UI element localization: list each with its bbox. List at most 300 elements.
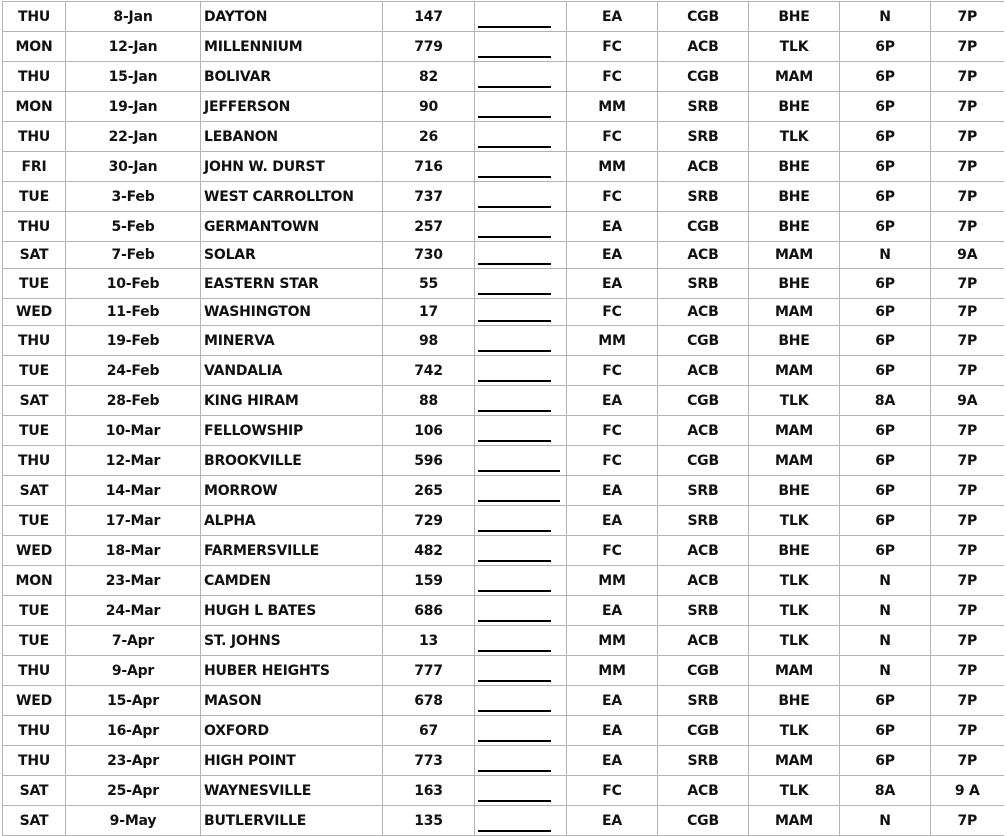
name-cell: FARMERSVILLE (201, 536, 383, 566)
code3-cell: MAM (749, 242, 840, 269)
name-cell: SOLAR (201, 242, 383, 269)
code1-cell: EA (567, 716, 658, 746)
name-cell: HUGH L BATES (201, 596, 383, 626)
time2-cell: 7P (931, 626, 1004, 656)
table-row (3, 212, 1004, 242)
code2-cell: ACB (658, 242, 749, 269)
time1-cell: N (840, 566, 931, 596)
code1-cell: MM (567, 92, 658, 122)
code3-cell: BHE (749, 2, 840, 32)
time2-cell: 7P (931, 269, 1004, 299)
blank-cell (475, 656, 567, 686)
day-cell: TUE (3, 269, 66, 299)
blank-cell (475, 746, 567, 776)
table-row (3, 776, 1004, 806)
code3-cell: BHE (749, 686, 840, 716)
time2-cell: 9A (931, 242, 1004, 269)
date-cell: 23-Mar (66, 566, 201, 596)
code3-cell: BHE (749, 269, 840, 299)
fill-in-blank-line (478, 236, 551, 238)
date-cell: 18-Mar (66, 536, 201, 566)
day-cell: THU (3, 122, 66, 152)
blank-cell (475, 92, 567, 122)
date-cell: 10-Feb (66, 269, 201, 299)
day-cell: THU (3, 212, 66, 242)
blank-cell (475, 62, 567, 92)
date-cell: 28-Feb (66, 386, 201, 416)
day-cell: SAT (3, 242, 66, 269)
blank-cell (475, 776, 567, 806)
fill-in-blank-line (478, 176, 551, 178)
code2-cell: SRB (658, 686, 749, 716)
fill-in-blank-line (478, 206, 551, 208)
time2-cell: 7P (931, 182, 1004, 212)
date-cell: 23-Apr (66, 746, 201, 776)
time1-cell: 6P (840, 269, 931, 299)
day-cell: WED (3, 536, 66, 566)
date-cell: 19-Jan (66, 92, 201, 122)
time1-cell: 6P (840, 62, 931, 92)
fill-in-blank-line (478, 410, 551, 412)
day-cell: THU (3, 62, 66, 92)
date-cell: 17-Mar (66, 506, 201, 536)
fill-in-blank-line (478, 320, 551, 322)
time1-cell: 6P (840, 476, 931, 506)
fill-in-blank-line (478, 26, 551, 28)
day-cell: TUE (3, 356, 66, 386)
blank-cell (475, 806, 567, 836)
time2-cell: 7P (931, 596, 1004, 626)
code2-cell: CGB (658, 212, 749, 242)
code1-cell: EA (567, 686, 658, 716)
code2-cell: ACB (658, 299, 749, 326)
time1-cell: 6P (840, 536, 931, 566)
number-cell: 779 (383, 32, 475, 62)
fill-in-blank-line (478, 440, 551, 442)
table-row (3, 416, 1004, 446)
code1-cell: EA (567, 269, 658, 299)
blank-cell (475, 716, 567, 746)
name-cell: MINERVA (201, 326, 383, 356)
day-cell: TUE (3, 182, 66, 212)
time2-cell: 7P (931, 299, 1004, 326)
code1-cell: MM (567, 326, 658, 356)
fill-in-blank-line (478, 500, 560, 502)
time2-cell: 7P (931, 686, 1004, 716)
code2-cell: ACB (658, 152, 749, 182)
day-cell: TUE (3, 626, 66, 656)
time1-cell: 6P (840, 506, 931, 536)
code2-cell: ACB (658, 776, 749, 806)
number-cell: 257 (383, 212, 475, 242)
code1-cell: MM (567, 656, 658, 686)
code2-cell: CGB (658, 386, 749, 416)
blank-cell (475, 2, 567, 32)
code2-cell: SRB (658, 182, 749, 212)
time1-cell: 6P (840, 299, 931, 326)
fill-in-blank-line (478, 380, 551, 382)
code2-cell: SRB (658, 596, 749, 626)
time1-cell: 6P (840, 92, 931, 122)
table-row (3, 716, 1004, 746)
time2-cell: 7P (931, 656, 1004, 686)
day-cell: TUE (3, 416, 66, 446)
code3-cell: TLK (749, 32, 840, 62)
name-cell: JOHN W. DURST (201, 152, 383, 182)
name-cell: EASTERN STAR (201, 269, 383, 299)
name-cell: MILLENNIUM (201, 32, 383, 62)
blank-cell (475, 476, 567, 506)
blank-cell (475, 536, 567, 566)
day-cell: THU (3, 446, 66, 476)
code3-cell: TLK (749, 566, 840, 596)
time1-cell: 6P (840, 686, 931, 716)
time2-cell: 7P (931, 92, 1004, 122)
day-cell: THU (3, 746, 66, 776)
table-row (3, 566, 1004, 596)
name-cell: ALPHA (201, 506, 383, 536)
table-row (3, 122, 1004, 152)
number-cell: 135 (383, 806, 475, 836)
day-cell: THU (3, 716, 66, 746)
name-cell: KING HIRAM (201, 386, 383, 416)
time2-cell: 7P (931, 152, 1004, 182)
time1-cell: 6P (840, 182, 931, 212)
code1-cell: FC (567, 356, 658, 386)
date-cell: 24-Feb (66, 356, 201, 386)
time1-cell: 6P (840, 356, 931, 386)
name-cell: CAMDEN (201, 566, 383, 596)
fill-in-blank-line (478, 470, 560, 472)
table-row (3, 32, 1004, 62)
day-cell: THU (3, 2, 66, 32)
blank-cell (475, 356, 567, 386)
number-cell: 686 (383, 596, 475, 626)
time1-cell: 8A (840, 386, 931, 416)
code1-cell: EA (567, 746, 658, 776)
date-cell: 5-Feb (66, 212, 201, 242)
day-cell: THU (3, 326, 66, 356)
time1-cell: N (840, 2, 931, 32)
time1-cell: 6P (840, 152, 931, 182)
blank-cell (475, 299, 567, 326)
name-cell: VANDALIA (201, 356, 383, 386)
blank-cell (475, 122, 567, 152)
fill-in-blank-line (478, 350, 551, 352)
table-row (3, 626, 1004, 656)
table-row (3, 686, 1004, 716)
number-cell: 163 (383, 776, 475, 806)
code3-cell: MAM (749, 656, 840, 686)
time2-cell: 7P (931, 506, 1004, 536)
code2-cell: CGB (658, 716, 749, 746)
time1-cell: 6P (840, 746, 931, 776)
name-cell: MORROW (201, 476, 383, 506)
day-cell: MON (3, 92, 66, 122)
fill-in-blank-line (478, 770, 551, 772)
code3-cell: BHE (749, 536, 840, 566)
name-cell: BROOKVILLE (201, 446, 383, 476)
table-row (3, 326, 1004, 356)
fill-in-blank-line (478, 800, 551, 802)
name-cell: WEST CARROLLTON (201, 182, 383, 212)
day-cell: SAT (3, 806, 66, 836)
time1-cell: 6P (840, 326, 931, 356)
code1-cell: FC (567, 182, 658, 212)
date-cell: 19-Feb (66, 326, 201, 356)
code1-cell: MM (567, 152, 658, 182)
code1-cell: EA (567, 806, 658, 836)
time1-cell: 6P (840, 32, 931, 62)
number-cell: 482 (383, 536, 475, 566)
table-row (3, 806, 1004, 836)
number-cell: 773 (383, 746, 475, 776)
number-cell: 98 (383, 326, 475, 356)
day-cell: WED (3, 686, 66, 716)
code1-cell: EA (567, 242, 658, 269)
code1-cell: FC (567, 446, 658, 476)
blank-cell (475, 506, 567, 536)
blank-cell (475, 326, 567, 356)
code3-cell: TLK (749, 776, 840, 806)
code1-cell: FC (567, 32, 658, 62)
code3-cell: BHE (749, 476, 840, 506)
time2-cell: 7P (931, 566, 1004, 596)
code3-cell: BHE (749, 152, 840, 182)
table-row (3, 62, 1004, 92)
code2-cell: ACB (658, 416, 749, 446)
code3-cell: MAM (749, 806, 840, 836)
code2-cell: SRB (658, 92, 749, 122)
table-row (3, 182, 1004, 212)
code3-cell: MAM (749, 416, 840, 446)
time1-cell: N (840, 242, 931, 269)
table-row (3, 269, 1004, 299)
code3-cell: BHE (749, 326, 840, 356)
code1-cell: FC (567, 536, 658, 566)
time1-cell: 8A (840, 776, 931, 806)
name-cell: BOLIVAR (201, 62, 383, 92)
code2-cell: CGB (658, 446, 749, 476)
code1-cell: FC (567, 776, 658, 806)
date-cell: 3-Feb (66, 182, 201, 212)
blank-cell (475, 566, 567, 596)
name-cell: WASHINGTON (201, 299, 383, 326)
day-cell: SAT (3, 476, 66, 506)
code2-cell: ACB (658, 566, 749, 596)
number-cell: 67 (383, 716, 475, 746)
date-cell: 14-Mar (66, 476, 201, 506)
fill-in-blank-line (478, 86, 551, 88)
fill-in-blank-line (478, 830, 551, 832)
code3-cell: MAM (749, 62, 840, 92)
code1-cell: MM (567, 566, 658, 596)
blank-cell (475, 596, 567, 626)
day-cell: TUE (3, 506, 66, 536)
code2-cell: SRB (658, 476, 749, 506)
fill-in-blank-line (478, 56, 551, 58)
table-row (3, 242, 1004, 269)
table-row (3, 506, 1004, 536)
code1-cell: EA (567, 386, 658, 416)
name-cell: WAYNESVILLE (201, 776, 383, 806)
time2-cell: 7P (931, 32, 1004, 62)
table-row (3, 386, 1004, 416)
code3-cell: TLK (749, 716, 840, 746)
time1-cell: N (840, 656, 931, 686)
code3-cell: TLK (749, 122, 840, 152)
code1-cell: FC (567, 122, 658, 152)
name-cell: DAYTON (201, 2, 383, 32)
time1-cell: 6P (840, 716, 931, 746)
date-cell: 25-Apr (66, 776, 201, 806)
code3-cell: TLK (749, 596, 840, 626)
number-cell: 737 (383, 182, 475, 212)
number-cell: 730 (383, 242, 475, 269)
number-cell: 13 (383, 626, 475, 656)
time2-cell: 7P (931, 476, 1004, 506)
time2-cell: 7P (931, 536, 1004, 566)
code2-cell: CGB (658, 806, 749, 836)
code3-cell: BHE (749, 182, 840, 212)
date-cell: 30-Jan (66, 152, 201, 182)
date-cell: 12-Mar (66, 446, 201, 476)
table-row (3, 746, 1004, 776)
day-cell: WED (3, 299, 66, 326)
name-cell: HUBER HEIGHTS (201, 656, 383, 686)
fill-in-blank-line (478, 560, 551, 562)
time2-cell: 7P (931, 746, 1004, 776)
number-cell: 90 (383, 92, 475, 122)
code2-cell: SRB (658, 122, 749, 152)
number-cell: 729 (383, 506, 475, 536)
number-cell: 17 (383, 299, 475, 326)
number-cell: 159 (383, 566, 475, 596)
time2-cell: 7P (931, 326, 1004, 356)
code1-cell: FC (567, 299, 658, 326)
time1-cell: 6P (840, 212, 931, 242)
number-cell: 106 (383, 416, 475, 446)
code3-cell: MAM (749, 299, 840, 326)
day-cell: FRI (3, 152, 66, 182)
date-cell: 15-Jan (66, 62, 201, 92)
time2-cell: 7P (931, 2, 1004, 32)
code1-cell: EA (567, 506, 658, 536)
table-row (3, 476, 1004, 506)
date-cell: 15-Apr (66, 686, 201, 716)
blank-cell (475, 152, 567, 182)
time2-cell: 7P (931, 446, 1004, 476)
name-cell: OXFORD (201, 716, 383, 746)
number-cell: 678 (383, 686, 475, 716)
table-row (3, 656, 1004, 686)
date-cell: 9-May (66, 806, 201, 836)
number-cell: 265 (383, 476, 475, 506)
fill-in-blank-line (478, 530, 551, 532)
code2-cell: SRB (658, 506, 749, 536)
number-cell: 26 (383, 122, 475, 152)
table-row (3, 299, 1004, 326)
fill-in-blank-line (478, 740, 551, 742)
name-cell: JEFFERSON (201, 92, 383, 122)
time2-cell: 7P (931, 62, 1004, 92)
time1-cell: 6P (840, 446, 931, 476)
fill-in-blank-line (478, 263, 551, 265)
date-cell: 11-Feb (66, 299, 201, 326)
schedule-table (2, 1, 1004, 836)
code1-cell: MM (567, 626, 658, 656)
blank-cell (475, 446, 567, 476)
time2-cell: 7P (931, 416, 1004, 446)
name-cell: LEBANON (201, 122, 383, 152)
code1-cell: FC (567, 62, 658, 92)
number-cell: 596 (383, 446, 475, 476)
time1-cell: N (840, 806, 931, 836)
name-cell: MASON (201, 686, 383, 716)
blank-cell (475, 416, 567, 446)
code1-cell: EA (567, 476, 658, 506)
code3-cell: MAM (749, 446, 840, 476)
date-cell: 7-Apr (66, 626, 201, 656)
fill-in-blank-line (478, 650, 551, 652)
blank-cell (475, 386, 567, 416)
date-cell: 7-Feb (66, 242, 201, 269)
blank-cell (475, 626, 567, 656)
time2-cell: 7P (931, 212, 1004, 242)
code3-cell: BHE (749, 92, 840, 122)
time2-cell: 9 A (931, 776, 1004, 806)
code2-cell: SRB (658, 746, 749, 776)
name-cell: FELLOWSHIP (201, 416, 383, 446)
time2-cell: 9A (931, 386, 1004, 416)
table-row (3, 596, 1004, 626)
fill-in-blank-line (478, 620, 551, 622)
time1-cell: 6P (840, 416, 931, 446)
code1-cell: EA (567, 212, 658, 242)
table-row (3, 536, 1004, 566)
time2-cell: 7P (931, 716, 1004, 746)
number-cell: 777 (383, 656, 475, 686)
number-cell: 88 (383, 386, 475, 416)
fill-in-blank-line (478, 710, 551, 712)
number-cell: 716 (383, 152, 475, 182)
code3-cell: MAM (749, 746, 840, 776)
time2-cell: 7P (931, 122, 1004, 152)
table-row (3, 446, 1004, 476)
number-cell: 742 (383, 356, 475, 386)
day-cell: SAT (3, 776, 66, 806)
number-cell: 55 (383, 269, 475, 299)
code3-cell: MAM (749, 356, 840, 386)
day-cell: THU (3, 656, 66, 686)
code1-cell: EA (567, 596, 658, 626)
day-cell: MON (3, 32, 66, 62)
code2-cell: ACB (658, 32, 749, 62)
code3-cell: TLK (749, 626, 840, 656)
name-cell: GERMANTOWN (201, 212, 383, 242)
blank-cell (475, 212, 567, 242)
code3-cell: TLK (749, 506, 840, 536)
code2-cell: CGB (658, 62, 749, 92)
blank-cell (475, 242, 567, 269)
code1-cell: FC (567, 416, 658, 446)
fill-in-blank-line (478, 590, 551, 592)
code3-cell: TLK (749, 386, 840, 416)
name-cell: ST. JOHNS (201, 626, 383, 656)
day-cell: TUE (3, 596, 66, 626)
code2-cell: ACB (658, 536, 749, 566)
blank-cell (475, 182, 567, 212)
